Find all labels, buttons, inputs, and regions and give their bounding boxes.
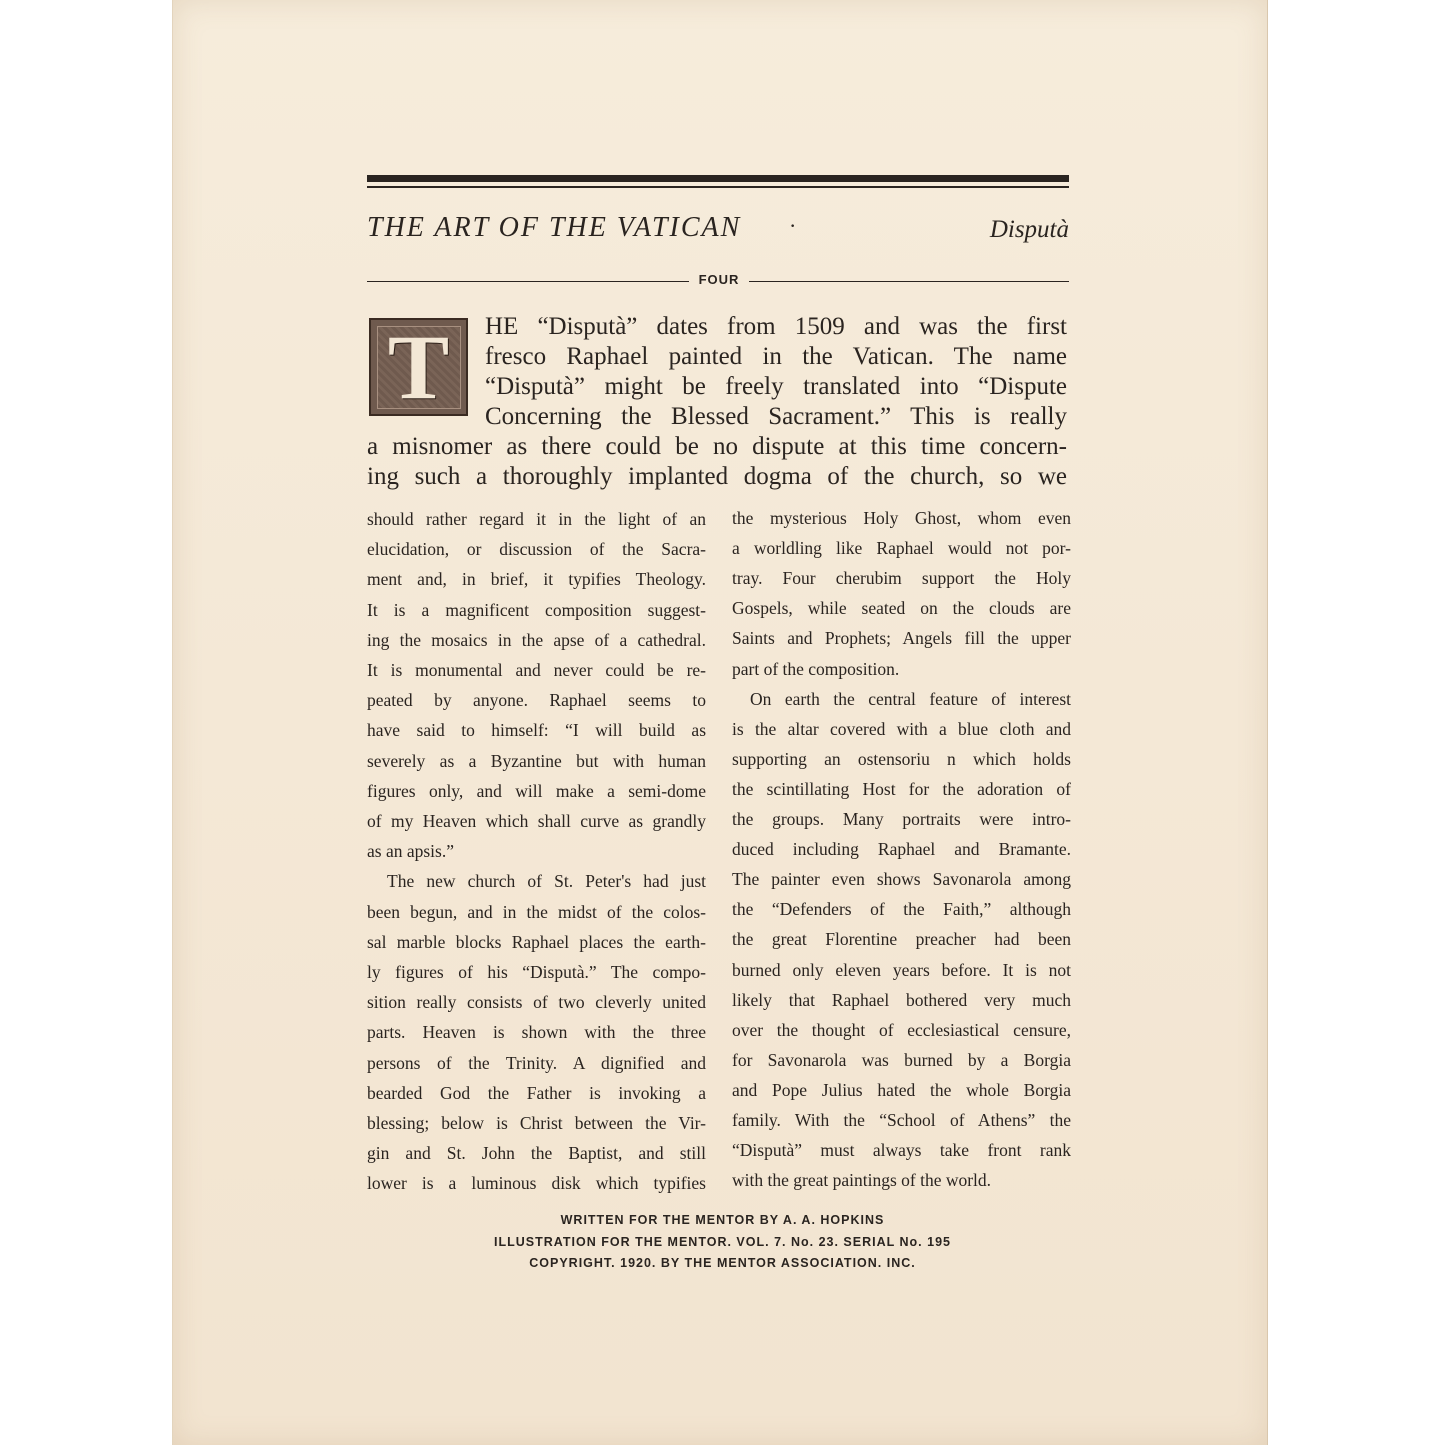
left-column-line: It is monumental and never could be re- [367,660,706,680]
left-column-line: bearded God the Father is invoking a [367,1082,706,1103]
left-column-line: as an apsis.” [367,841,454,862]
right-column-line: the great Florentine preacher had been [732,929,1071,950]
intro-line: a misnomer as there could be no dispute at this time concern- [367,433,1067,460]
right-column-line: and Pope Julius hated the whole Borgia [732,1079,1071,1100]
right-column-line: Saints and Prophets; Angels fill the upper [732,628,1071,649]
right-column-line: for Savonarola was burned by a Borgia [732,1049,1071,1070]
left-column-line: ment and, in brief, it typifies Theology. [367,569,706,590]
left-column-line: ly figures of his “Disputà.” The compo- [367,962,706,982]
left-column-line: been begun, and in the midst of the colos- [367,901,706,922]
right-column-line: family. With the “School of Athens” the [732,1110,1071,1130]
right-column-line: burned only eleven years before. It is not [732,959,1071,980]
intro-line: “Disputà” might be freely translated into “Dispute [485,373,1067,400]
right-column-line: Gospels, while seated on the clouds are [732,598,1071,619]
left-column-line: sal marble blocks Raphael places the earth- [367,931,706,952]
right-column-line: the groups. Many portraits were intro- [732,809,1071,829]
right-column-line: the scintillating Host for the adoration of [732,778,1071,799]
intro-line: ing such a thoroughly implanted dogma of the church, so we [367,463,1067,490]
credit-line: COPYRIGHT. 1920. BY THE MENTOR ASSOCIATION. INC. [529,1256,916,1270]
intro-line: fresco Raphael painted in the Vatican. The name [485,343,1067,370]
right-column-line: likely that Raphael bothered very much [732,989,1071,1010]
left-column-line: persons of the Trinity. A dignified and [367,1052,706,1073]
intro-line: HE “Disputà” dates from 1509 and was the first [485,313,1067,340]
top-heavy-rule [367,175,1069,182]
left-column-line: The new church of St. Peter's had just [387,871,706,892]
left-column-line: elucidation, or discussion of the Sacra- [367,539,706,560]
right-column-line: tray. Four cherubim support the Holy [732,568,1071,589]
header-separator-dot: · [789,213,797,238]
left-column-line: of my Heaven which shall curve as grandly [367,811,706,831]
credit-line: ILLUSTRATION FOR THE MENTOR. VOL. 7. No. 23. SERIAL No. 195 [494,1235,951,1249]
right-column-line: a worldling like Raphael would not por- [732,538,1071,559]
drop-cap [369,318,468,416]
left-column-line: blessing; below is Christ between the Vir- [367,1113,706,1133]
right-column-line: with the great paintings of the world. [732,1170,992,1191]
right-column-line: part of the composition. [732,658,900,679]
drop-cap-frame [377,316,461,418]
right-column-line: over the thought of ecclesiastical censure, [732,1019,1071,1040]
page-label-rule-left [367,281,689,282]
left-column-line: It is a magnificent composition suggest- [367,599,706,620]
left-column-line: have said to himself: “I will build as [367,720,706,741]
right-column-line: is the altar covered with a blue cloth and [732,718,1071,739]
left-column-line: sition really consists of two cleverly united [367,992,706,1013]
left-column-line: figures only, and will make a semi-dome [367,780,706,801]
right-column-line: “Disputà” must always take front rank [732,1140,1071,1161]
right-column-line: the mysterious Holy Ghost, whom even [732,508,1071,528]
left-column-line: parts. Heaven is shown with the three [367,1022,706,1043]
left-column-line: ing the mosaics in the apse of a cathedral. [367,629,706,650]
left-column-line: gin and St. John the Baptist, and still [367,1143,706,1164]
page-label: FOUR [698,272,740,287]
left-column-line: peated by anyone. Raphael seems to [367,690,706,711]
drop-cap-letter: T [387,316,450,418]
right-column-line: On earth the central feature of interest [750,688,1071,709]
left-column-line: severely as a Byzantine but with human [367,750,706,771]
page-label-rule-right [749,281,1069,282]
right-column-line: the “Defenders of the Faith,” although [732,899,1071,920]
right-column-line: The painter even shows Savonarola among [732,869,1071,890]
top-thin-rule [367,186,1069,188]
right-column-line: duced including Raphael and Bramante. [732,839,1071,860]
intro-line: Concerning the Blessed Sacrament.” This is really [485,403,1067,430]
series-title: THE ART OF THE VATICAN [367,212,742,243]
right-column-line: supporting an ostensoriu n which holds [732,748,1071,769]
left-column-line: lower is a luminous disk which typifies [367,1173,706,1194]
subject-title: Disputà [989,216,1069,243]
credit-line: WRITTEN FOR THE MENTOR BY A. A. HOPKINS [560,1213,885,1227]
left-column-line: should rather regard it in the light of an [367,509,706,529]
